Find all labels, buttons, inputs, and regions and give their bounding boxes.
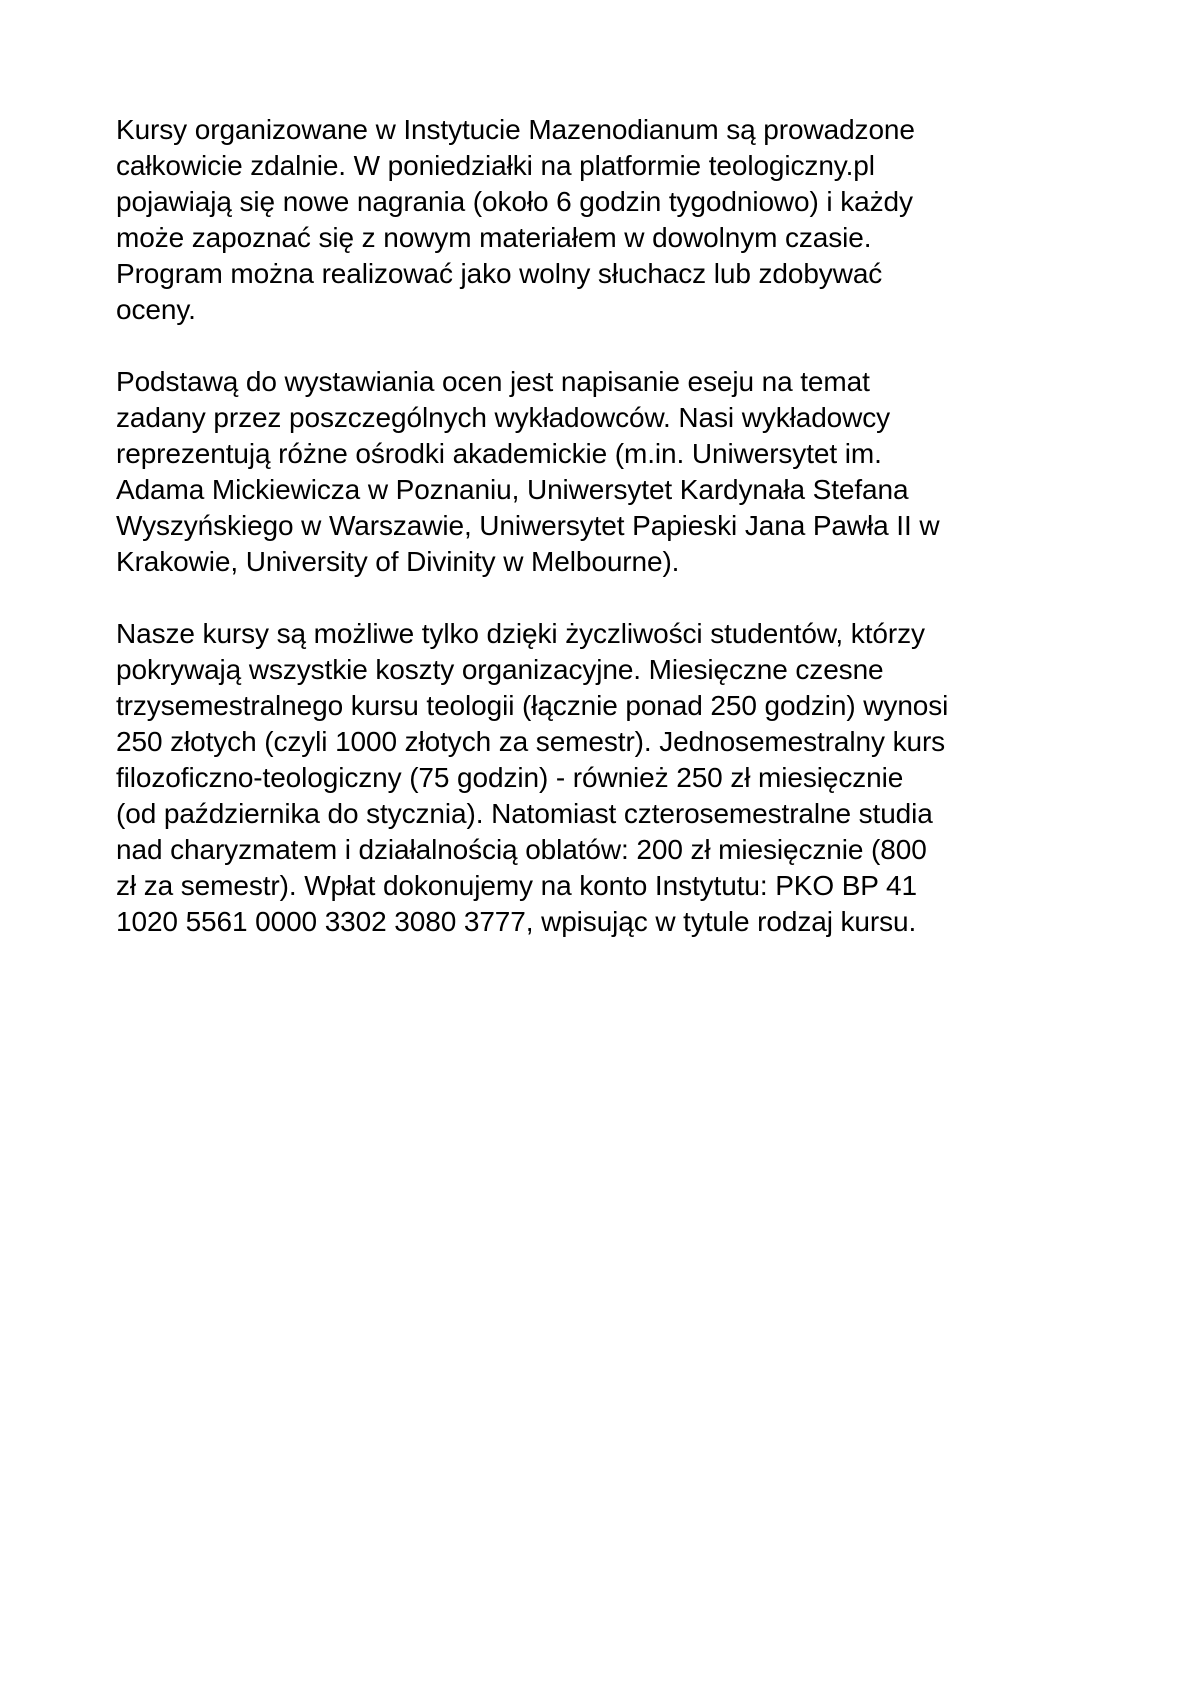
paragraph-grading bbox=[116, 364, 1106, 580]
text-line: filozoficzno-teologiczny (75 godzin) - również 250 zł miesięcznie bbox=[116, 762, 904, 793]
text-line: Kursy organizowane w Instytucie Mazenodianum są prowadzone bbox=[116, 114, 915, 145]
text-line: pojawiają się nowe nagrania (około 6 godzin tygodniowo) i każdy bbox=[116, 186, 913, 217]
text-line: Nasze kursy są możliwe tylko dzięki życzliwości studentów, którzy bbox=[116, 618, 925, 649]
text-line: oceny. bbox=[116, 294, 196, 325]
text-line: Program można realizować jako wolny słuchacz lub zdobywać bbox=[116, 258, 883, 289]
text-line: Adama Mickiewicza w Poznaniu, Uniwersytet Kardynała Stefana bbox=[116, 474, 909, 505]
text-line: trzysemestralnego kursu teologii (łącznie ponad 250 godzin) wynosi bbox=[116, 690, 949, 721]
text-line: pokrywają wszystkie koszty organizacyjne. Miesięczne czesne bbox=[116, 654, 884, 685]
text-line: reprezentują różne ośrodki akademickie (m.in. Uniwersytet im. bbox=[116, 438, 882, 469]
text-line: 250 złotych (czyli 1000 złotych za semestr). Jednosemestralny kurs bbox=[116, 726, 946, 757]
text-line: całkowicie zdalnie. W poniedziałki na platformie teologiczny.pl bbox=[116, 150, 875, 181]
paragraph-course-format bbox=[116, 112, 1106, 328]
text-line: może zapoznać się z nowym materiałem w dowolnym czasie. bbox=[116, 222, 872, 253]
text-line: zadany przez poszczególnych wykładowców. Nasi wykładowcy bbox=[116, 402, 891, 433]
text-line: zł za semestr). Wpłat dokonujemy na konto Instytutu: PKO BP 41 bbox=[116, 870, 917, 901]
paragraph-fees bbox=[116, 616, 1106, 940]
text-line: (od października do stycznia). Natomiast czterosemestralne studia bbox=[116, 798, 933, 829]
text-line: Podstawą do wystawiania ocen jest napisanie eseju na temat bbox=[116, 366, 870, 397]
text-line: 1020 5561 0000 3302 3080 3777, wpisując w tytule rodzaj kursu. bbox=[116, 906, 917, 937]
text-line: nad charyzmatem i działalnością oblatów: 200 zł miesięcznie (800 bbox=[116, 834, 927, 865]
document-body bbox=[116, 112, 1106, 976]
text-line: Wyszyńskiego w Warszawie, Uniwersytet Papieski Jana Pawła II w bbox=[116, 510, 940, 541]
text-line: Krakowie, University of Divinity w Melbourne). bbox=[116, 546, 680, 577]
